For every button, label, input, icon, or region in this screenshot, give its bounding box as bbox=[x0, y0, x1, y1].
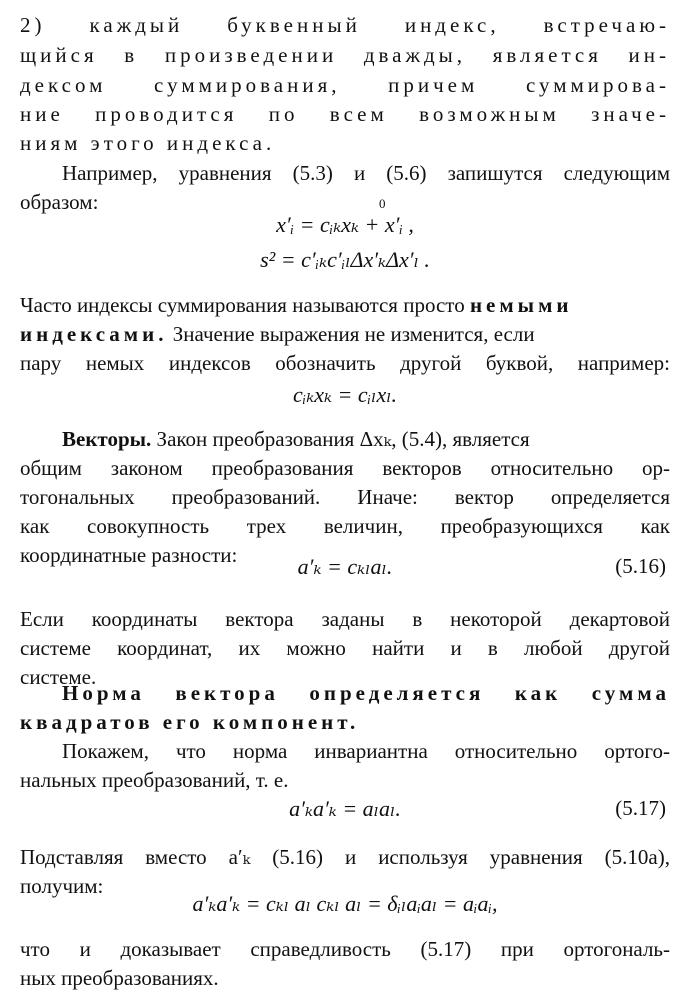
para5-line-1: Если координаты вектора заданы в некоторой декартовой bbox=[20, 607, 670, 631]
para7-line-1: Покажем, что норма инвариантна относительно ортого- bbox=[62, 739, 670, 763]
para3-line-3: пару немых индексов обозначить другой буквой, например: bbox=[20, 351, 670, 375]
para3-line-2 bbox=[20, 319, 670, 349]
para1-line-2: щийся в произведении дважды, является ин- bbox=[20, 43, 670, 67]
section-heading-vectors: Векторы. bbox=[62, 427, 152, 451]
para2-line-1: Например, уравнения (5.3) и (5.6) запишутся следующим bbox=[62, 161, 670, 185]
para1-line-5: ниям этого индекса. bbox=[20, 131, 276, 155]
formula-interval: s² = c′ᵢₖc′ᵢₗΔx′ₖΔx′ₗ . bbox=[260, 247, 430, 272]
para5-line-3: системе. bbox=[20, 665, 97, 689]
para6-line-1: Норма вектора определяется как сумма bbox=[62, 681, 670, 705]
para2-line-2: образом: bbox=[20, 190, 99, 214]
formula-vector-transform: a′ₖ = cₖₗaₗ. bbox=[297, 554, 393, 579]
para4-line-1-text: Закон преобразования Δxₖ, (5.4), является bbox=[156, 427, 530, 451]
formula-norm-derivation: a′ₖa′ₖ = cₖₗ aₗ cₖₗ aₗ = δᵢₗaᵢaₗ = aᵢaᵢ, bbox=[192, 891, 498, 916]
para3-line-1-text: Часто индексы суммирования называются просто bbox=[20, 293, 465, 317]
formula-norm-invariance: a′ₖa′ₖ = aₗaₗ. bbox=[289, 796, 401, 821]
para8-line-1: Подставляя вместо a′ₖ (5.16) и используя уравнения (5.10а), bbox=[20, 845, 670, 869]
para4-line-5: координатные разности: bbox=[20, 543, 238, 567]
ring-superscript: 0 bbox=[379, 196, 386, 211]
para1-line-3: дексом суммирования, причем суммирова- bbox=[20, 73, 670, 97]
para3-line-1 bbox=[20, 290, 670, 320]
equation-number-5-16: (5.16) bbox=[615, 554, 666, 578]
para9-line-2: ных преобразованиях. bbox=[20, 966, 219, 990]
formula-x-transform: x′ᵢ = cᵢₖxₖ + x′ᵢ , bbox=[276, 212, 414, 237]
para5-line-2: системе координат, их можно найти и в любой другой bbox=[20, 636, 670, 660]
para4-line-3: тогональных преобразований. Иначе: вектор определяется bbox=[20, 485, 670, 509]
para7-line-2: нальных преобразований, т. е. bbox=[20, 768, 289, 792]
para1-line-1: 2) каждый буквенный индекс, встречаю- bbox=[20, 13, 670, 37]
emphasis-dummy-indices-1: немыми bbox=[469, 293, 573, 317]
para9-line-1: что и доказывает справедливость (5.17) при ортогональ- bbox=[20, 937, 670, 961]
para4-line-2: общим законом преобразования векторов относительно ор- bbox=[20, 456, 670, 480]
para8-line-2: получим: bbox=[20, 874, 104, 898]
equation-number-5-17: (5.17) bbox=[615, 796, 666, 820]
formula-dummy-rename: cᵢₖxₖ = cᵢₗxₗ. bbox=[292, 382, 398, 407]
para4-line-4: как совокупность трех величин, преобразующихся как bbox=[20, 514, 670, 538]
para6-line-2: квадратов его компонент. bbox=[20, 710, 360, 734]
emphasis-dummy-indices-2: индексами. bbox=[20, 322, 168, 346]
para4-line-1 bbox=[62, 424, 670, 454]
para3-line-2-text: Значение выражения не изменится, если bbox=[172, 322, 535, 346]
para1-line-4: ние проводится по всем возможным значе- bbox=[20, 102, 670, 126]
